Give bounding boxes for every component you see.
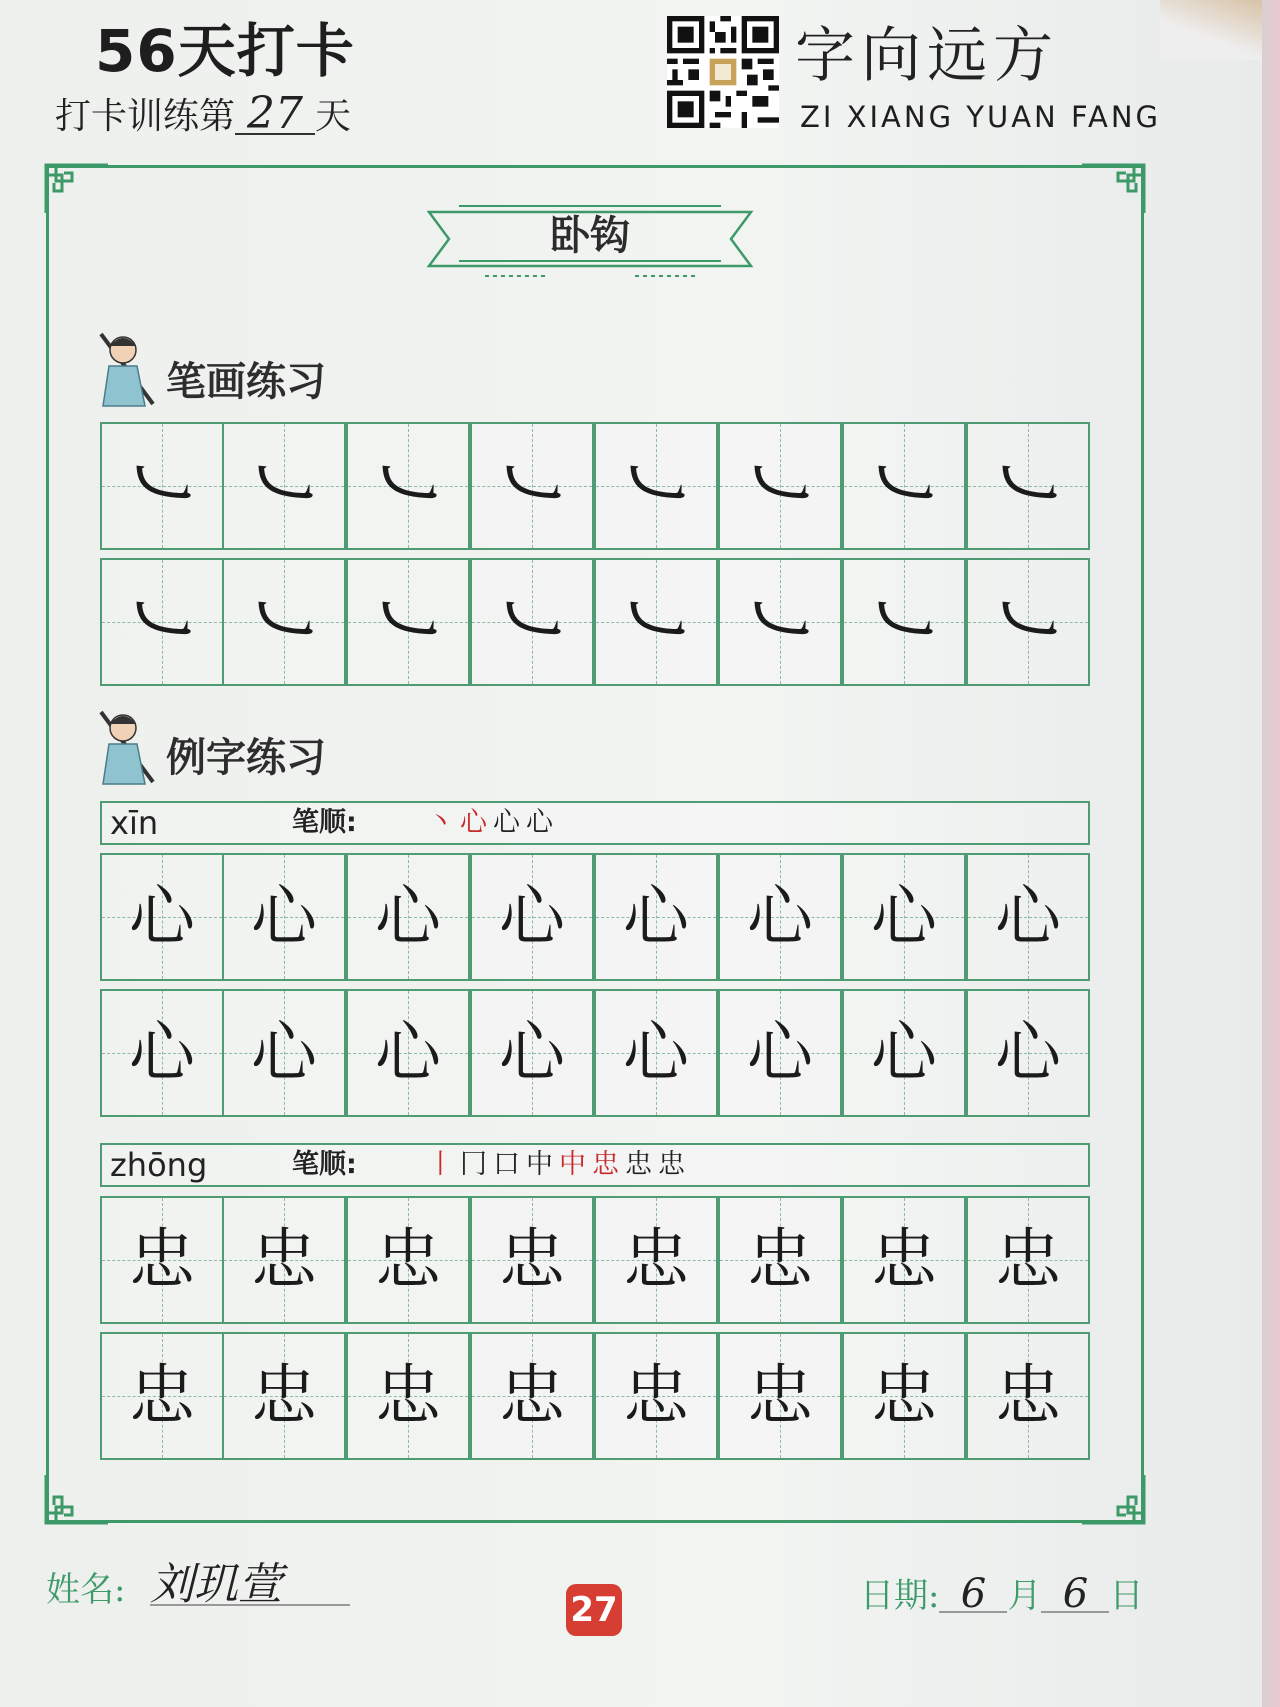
practice-character: 心 [251, 1014, 317, 1091]
practice-character: 心 [623, 878, 689, 955]
practice-character: 忠 [747, 1357, 813, 1434]
name-label: 姓名: [46, 1570, 126, 1610]
practice-cell [100, 989, 224, 1117]
practice-cell [966, 1196, 1090, 1324]
name-field[interactable]: 刘玑萱 [150, 1548, 350, 1606]
brand-subtitle: ZI XIANG YUAN FANG [800, 100, 1161, 134]
frame-corner-ornament [44, 1473, 110, 1525]
checkin-line [55, 88, 351, 139]
practice-cell [718, 989, 842, 1117]
practice-cell [842, 853, 966, 981]
practice-cell [100, 853, 224, 981]
frame-corner-ornament [44, 163, 110, 215]
scholar-mascot-icon [95, 328, 155, 410]
practice-cell [470, 422, 594, 550]
pinyin-label: xīn [110, 804, 159, 842]
practice-character: 心 [129, 878, 195, 955]
practice-character: 忠 [251, 1221, 317, 1298]
practice-cell [222, 558, 346, 686]
practice-cell [966, 422, 1090, 550]
practice-character: 忠 [995, 1357, 1061, 1434]
practice-cell [346, 853, 470, 981]
stroke-glyph: ㇃ [122, 441, 201, 531]
example-practice-title: 例字练习 [166, 735, 326, 781]
practice-cell [594, 1196, 718, 1324]
practice-cell [594, 989, 718, 1117]
stroke-glyph: ㇃ [122, 577, 201, 667]
stroke-glyph: ㇃ [740, 441, 819, 531]
practice-character: 心 [871, 1014, 937, 1091]
stroke-glyph: ㇃ [244, 577, 323, 667]
stroke-glyph: ㇃ [492, 441, 571, 531]
stroke-glyph: ㇃ [368, 577, 447, 667]
practice-cell [470, 558, 594, 686]
scholar-mascot-icon [95, 706, 155, 788]
stroke-practice-grid [100, 422, 1092, 686]
header-title: 56天打卡 [95, 17, 355, 85]
stroke-order-sequence [427, 1145, 691, 1185]
stroke-order-step: 中 [559, 1149, 592, 1180]
topic-title: 卧钩 [550, 213, 630, 259]
practice-cell [222, 1196, 346, 1324]
practice-character: 忠 [375, 1357, 441, 1434]
practice-character: 忠 [251, 1357, 317, 1434]
practice-character: 心 [871, 878, 937, 955]
frame-corner-ornament [1080, 163, 1146, 215]
practice-character: 心 [995, 1014, 1061, 1091]
day-field[interactable]: 6 [1041, 1577, 1109, 1613]
practice-character: 心 [251, 878, 317, 955]
char-info-bar-xin [100, 801, 1090, 845]
practice-cell [470, 989, 594, 1117]
practice-cell [842, 422, 966, 550]
practice-cell [346, 558, 470, 686]
practice-character: 心 [747, 1014, 813, 1091]
practice-character: 心 [375, 1014, 441, 1091]
practice-character: 忠 [995, 1221, 1061, 1298]
practice-character: 忠 [129, 1221, 195, 1298]
practice-cell [346, 422, 470, 550]
practice-character: 心 [375, 878, 441, 955]
stroke-order-label: 笔顺: [292, 1149, 357, 1180]
practice-character: 忠 [871, 1357, 937, 1434]
stroke-glyph: ㇃ [616, 441, 695, 531]
practice-cell [470, 853, 594, 981]
practice-cell [966, 558, 1090, 686]
char-practice-grid-zhong [100, 1196, 1092, 1460]
stroke-glyph: ㇃ [368, 441, 447, 531]
stroke-glyph: ㇃ [244, 441, 323, 531]
practice-character: 忠 [499, 1357, 565, 1434]
stroke-glyph: ㇃ [616, 577, 695, 667]
practice-character: 心 [129, 1014, 195, 1091]
practice-character: 忠 [129, 1357, 195, 1434]
practice-cell [470, 1196, 594, 1324]
practice-cell [470, 1332, 594, 1460]
date-line [860, 1568, 1143, 1617]
stroke-glyph: ㇃ [864, 577, 943, 667]
stroke-order-step: 心 [460, 807, 493, 838]
stroke-order-step: 丨 [427, 1149, 460, 1180]
stroke-order-step: 丶 [427, 807, 460, 838]
practice-cell [594, 422, 718, 550]
practice-cell [718, 558, 842, 686]
practice-cell [842, 1196, 966, 1324]
char-info-bar-zhong [100, 1143, 1090, 1187]
brand-logo: 字向远方 [795, 21, 1059, 91]
practice-character: 心 [747, 878, 813, 955]
stroke-practice-title: 笔画练习 [166, 359, 326, 405]
checkin-suffix: 天 [315, 96, 352, 137]
practice-cell [222, 422, 346, 550]
stroke-glyph: ㇃ [988, 577, 1067, 667]
frame-corner-ornament [1080, 1473, 1146, 1525]
stroke-order-step: 忠 [625, 1149, 658, 1180]
practice-cell [966, 853, 1090, 981]
practice-character: 心 [499, 878, 565, 955]
practice-cell [842, 558, 966, 686]
practice-cell [718, 1196, 842, 1324]
practice-character: 忠 [499, 1221, 565, 1298]
month-field[interactable]: 6 [939, 1577, 1007, 1613]
date-label: 日期: [860, 1576, 940, 1616]
practice-cell [100, 1196, 224, 1324]
stroke-glyph: ㇃ [864, 441, 943, 531]
stroke-order-step: 心 [493, 807, 526, 838]
topic-banner [425, 198, 755, 280]
char-practice-grid-xin [100, 853, 1092, 1117]
practice-character: 心 [499, 1014, 565, 1091]
practice-character: 忠 [871, 1221, 937, 1298]
practice-cell [100, 422, 224, 550]
practice-character: 忠 [623, 1221, 689, 1298]
stroke-order-step: 冂 [460, 1149, 493, 1180]
practice-character: 心 [995, 878, 1061, 955]
practice-cell [100, 1332, 224, 1460]
checkin-day-value: 27 [235, 95, 315, 135]
practice-character: 心 [623, 1014, 689, 1091]
page-number-badge: 27 [566, 1584, 622, 1636]
page-edge [1262, 0, 1280, 1707]
practice-cell [222, 989, 346, 1117]
checkin-prefix: 打卡训练第 [55, 96, 236, 137]
practice-cell [594, 558, 718, 686]
practice-cell [222, 853, 346, 981]
practice-cell [842, 989, 966, 1117]
qr-code-icon [667, 16, 779, 128]
practice-cell [594, 853, 718, 981]
practice-cell [718, 422, 842, 550]
day-label: 日 [1109, 1576, 1144, 1616]
pinyin-label: zhōng [110, 1146, 208, 1184]
stroke-glyph: ㇃ [492, 577, 571, 667]
month-label: 月 [1007, 1576, 1042, 1616]
stroke-order-step: 中 [526, 1149, 559, 1180]
stroke-order-step: 忠 [658, 1149, 691, 1180]
practice-character: 忠 [375, 1221, 441, 1298]
practice-cell [222, 1332, 346, 1460]
practice-cell [594, 1332, 718, 1460]
practice-cell [718, 853, 842, 981]
stroke-order-step: 心 [526, 807, 559, 838]
practice-cell [966, 1332, 1090, 1460]
practice-cell [966, 989, 1090, 1117]
stroke-glyph: ㇃ [988, 441, 1067, 531]
stroke-order-step: 口 [493, 1149, 526, 1180]
stroke-glyph: ㇃ [740, 577, 819, 667]
stroke-order-step: 忠 [592, 1149, 625, 1180]
stroke-order-sequence [427, 803, 559, 843]
practice-character: 忠 [747, 1221, 813, 1298]
stroke-order-label: 笔顺: [292, 807, 357, 838]
practice-cell [718, 1332, 842, 1460]
page-corner [1160, 0, 1262, 60]
practice-cell [346, 989, 470, 1117]
practice-cell [346, 1332, 470, 1460]
practice-character: 忠 [623, 1357, 689, 1434]
practice-cell [346, 1196, 470, 1324]
practice-cell [842, 1332, 966, 1460]
practice-cell [100, 558, 224, 686]
